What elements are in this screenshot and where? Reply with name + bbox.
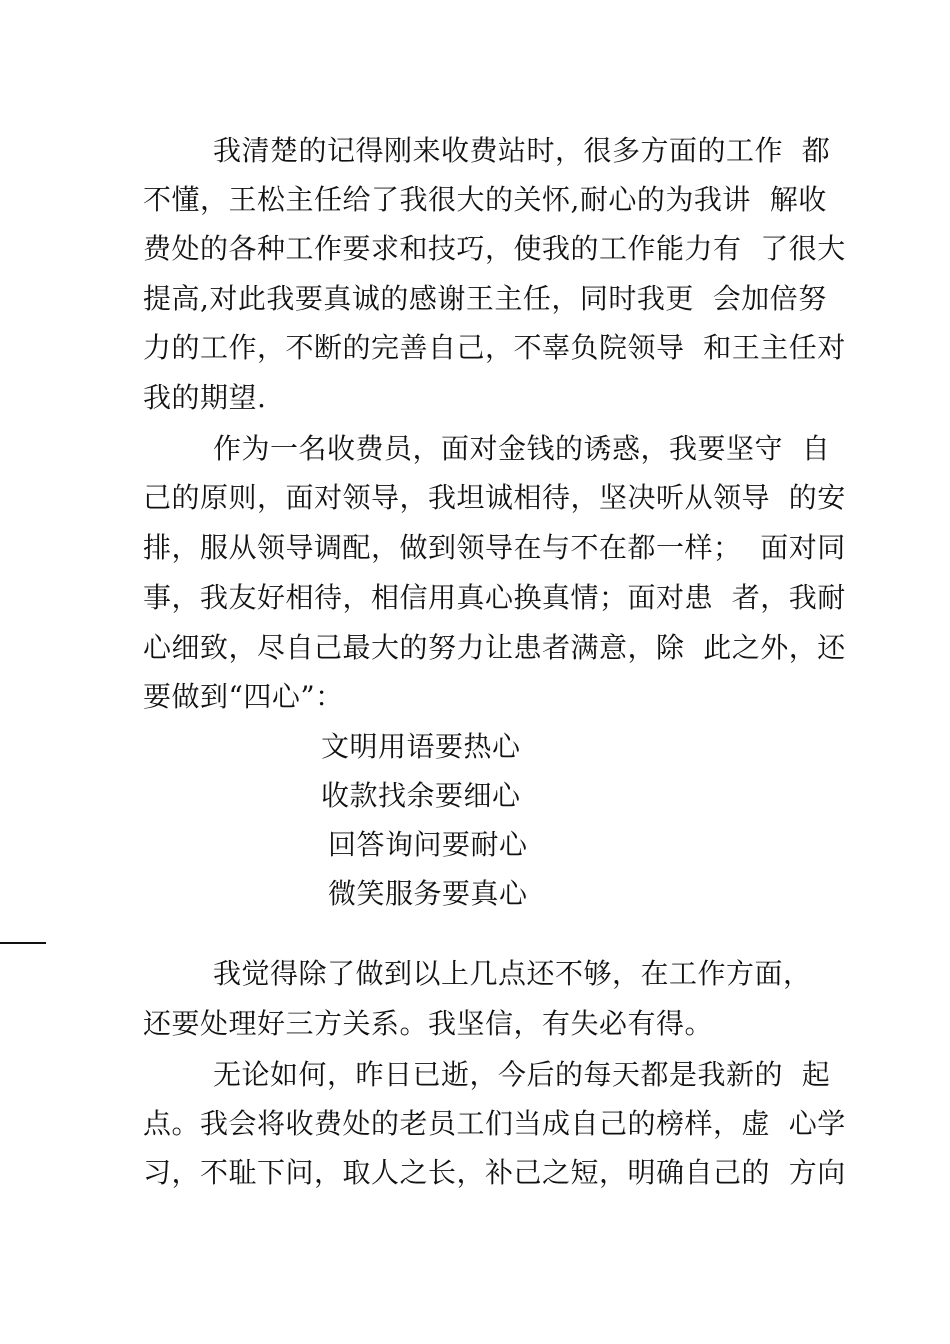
paragraph-4-line-1: 无论如何，昨日已逝，今后的每天都是我新的 起 <box>213 1058 831 1091</box>
paragraph-2-line-2: 己的原则，面对领导，我坦诚相待，坚决听从领导 的安 <box>143 481 846 514</box>
paragraph-2-line-1: 作为一名收费员，面对金钱的诱惑，我要坚守 自 <box>213 432 831 465</box>
four-hearts-item-1: 文明用语要热心 <box>321 730 521 763</box>
paragraph-4-line-2: 点。我会将收费处的老员工们当成自己的榜样，虚 心学 <box>143 1107 846 1140</box>
paragraph-2-line-3: 排，服从领导调配，做到领导在与不在都一样； 面对同 <box>143 531 846 564</box>
margin-rule <box>0 942 46 944</box>
paragraph-3-line-2: 还要处理好三方关系。我坚信，有失必有得。 <box>143 1007 714 1040</box>
paragraph-1-line-1: 我清楚的记得刚来收费站时，很多方面的工作 都 <box>213 134 831 167</box>
paragraph-1-line-4: 提高,对此我要真诚的感谢王主任，同时我更 会加倍努 <box>143 282 827 315</box>
four-hearts-item-3: 回答询问要耐心 <box>328 828 528 861</box>
paragraph-2-line-5: 心细致，尽自己最大的努力让患者满意，除 此之外，还 <box>143 631 846 664</box>
paragraph-1-line-5: 力的工作，不断的完善自己，不辜负院领导 和王主任对 <box>143 331 846 364</box>
paragraph-4-line-3: 习，不耻下问，取人之长，补己之短，明确自己的 方向 <box>143 1156 846 1189</box>
four-hearts-item-2: 收款找余要细心 <box>321 779 521 812</box>
paragraph-1-line-2: 不懂，王松主任给了我很大的关怀,耐心的为我讲 解收 <box>143 183 827 216</box>
paragraph-3-line-1: 我觉得除了做到以上几点还不够，在工作方面， <box>213 957 812 990</box>
four-hearts-item-4: 微笑服务要真心 <box>328 877 528 910</box>
paragraph-2-line-6: 要做到“四心”： <box>143 680 344 713</box>
paragraph-2-line-4: 事，我友好相待，相信用真心换真情；面对患 者，我耐 <box>143 581 846 614</box>
paragraph-1-line-6: 我的期望. <box>143 381 267 414</box>
paragraph-1-line-3: 费处的各种工作要求和技巧，使我的工作能力有 了很大 <box>143 232 846 265</box>
